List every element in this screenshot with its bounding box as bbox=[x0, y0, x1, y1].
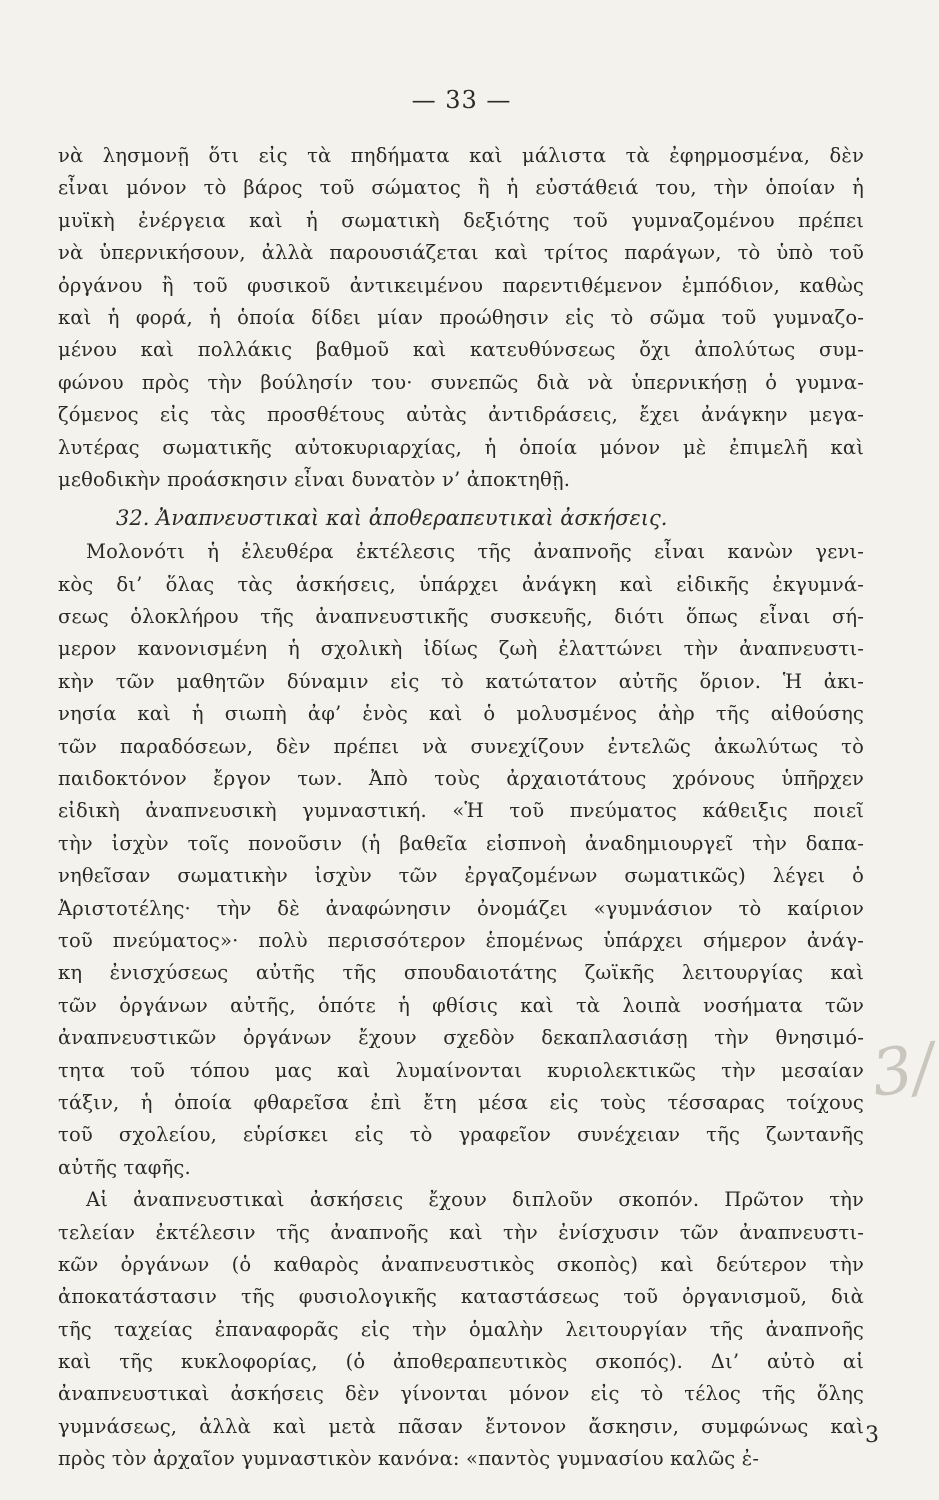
text-line: φώνου πρὸς τὴν βούλησίν του· συνεπῶς διὰ νὰ ὑπερνικήσῃ ὁ γυμνα- bbox=[58, 370, 864, 394]
text-line: ἀναπνευστικῶν ὀργάνων ἔχουν σχεδὸν δεκαπλασιάσῃ τὴν θνησιμό- bbox=[58, 1026, 864, 1050]
text-line: Αἱ ἀναπνευστικαὶ ἀσκήσεις ἔχουν διπλοῦν σκοπόν. Πρῶτον τὴν bbox=[86, 1188, 864, 1212]
text-line: κὸς δι’ ὅλας τὰς ἀσκήσεις, ὑπάρχει ἀνάγκη καὶ εἰδικῆς ἐκγυμνά- bbox=[58, 572, 864, 596]
page-number: — 33 — bbox=[411, 86, 512, 114]
text-line: γυμνάσεως, ἀλλὰ καὶ μετὰ πᾶσαν ἔντονον ἄσκησιν, συμφώνως καὶ bbox=[58, 1414, 864, 1438]
text-line: παιδοκτόνον ἔργον των. Ἀπὸ τοὺς ἀρχαιοτάτους χρόνους ὑπῆρχεν bbox=[58, 767, 864, 791]
text-line: τοῦ πνεύματος»· πολὺ περισσότερον ἑπομένως ὑπάρχει σήμερον ἀνάγ- bbox=[58, 928, 864, 952]
text-line: τὴν ἰσχὺν τοῖς πονοῦσιν (ἡ βαθεῖα εἰσπνοὴ ἀναδημιουργεῖ τὴν δαπα- bbox=[58, 831, 864, 855]
text-line: εἰδικὴ ἀναπνευσικὴ γυμναστική. «Ἡ τοῦ πνεύματος κάθειξις ποιεῖ bbox=[58, 799, 864, 823]
margin-pencil-mark: 3/ bbox=[867, 1030, 939, 1112]
text-line: μεθοδικὴν προάσκησιν εἶναι δυνατὸν ν’ ἀποκτηθῇ. bbox=[58, 467, 571, 491]
text-line: τῆς ταχείας ἐπαναφορᾶς εἰς τὴν ὁμαλὴν λειτουργίαν τῆς ἀναπνοῆς bbox=[58, 1317, 864, 1341]
text-line: τάξιν, ἡ ὁποία φθαρεῖσα ἐπὶ ἔτη μέσα εἰς τοὺς τέσσαρας τοίχους bbox=[58, 1090, 864, 1114]
text-line: μερον κανονισμένη ἡ σχολικὴ ἰδίως ζωὴ ἐλαττώνει τὴν ἀναπνευστι- bbox=[58, 637, 864, 661]
text-line: τῶν παραδόσεων, δὲν πρέπει νὰ συνεχίζουν ἐντελῶς ἀκωλύτως τὸ bbox=[58, 734, 864, 758]
text-line: Μολονότι ἡ ἐλευθέρα ἐκτέλεσις τῆς ἀναπνοῆς εἶναι κανὼν γενι- bbox=[86, 540, 864, 564]
text-line: νηθεῖσαν σωματικὴν ἰσχὺν τῶν ἐργαζομένων σωματικῶς) λέγει ὁ bbox=[58, 864, 864, 888]
text-line: μυϊκὴ ἐνέργεια καὶ ἡ σωματικὴ δεξιότης τοῦ γυμναζομένου πρέπει bbox=[58, 208, 864, 232]
text-line: καὶ τῆς κυκλοφορίας, (ὁ ἀποθεραπευτικὸς σκοπός). Δι’ αὐτὸ αἱ bbox=[58, 1350, 864, 1374]
text-line: τητα τοῦ τόπου μας καὶ λυμαίνονται κυριολεκτικῶς τὴν μεσαίαν bbox=[58, 1058, 864, 1082]
text-line: μένου καὶ πολλάκις βαθμοῦ καὶ κατευθύνσεως ὄχι ἀπολύτως συμ- bbox=[58, 338, 864, 362]
text-line: ἀποκατάστασιν τῆς φυσιολογικῆς καταστάσεως τοῦ ὀργανισμοῦ, διὰ bbox=[58, 1285, 864, 1309]
body-text bbox=[58, 140, 864, 1476]
text-line: τῶν ὀργάνων αὐτῆς, ὁπότε ἡ φθίσις καὶ τὰ λοιπὰ νοσήματα τῶν bbox=[58, 993, 864, 1017]
text-line: καὶ ἡ φορά, ἡ ὁποία δίδει μίαν προώθησιν εἰς τὸ σῶμα τοῦ γυμναζο- bbox=[58, 305, 864, 329]
text-line: κῶν ὀργάνων (ὁ καθαρὸς ἀναπνευστικὸς σκοπὸς) καὶ δεύτερον τὴν bbox=[58, 1252, 864, 1276]
signature-mark: 3 bbox=[865, 1423, 879, 1448]
text-line: ζόμενος εἰς τὰς προσθέτους αὐτὰς ἀντιδράσεις, ἔχει ἀνάγκην μεγα- bbox=[58, 403, 864, 427]
text-line: σεως ὁλοκλήρου τῆς ἀναπνευστικῆς συσκευῆς, διότι ὅπως εἶναι σή- bbox=[58, 605, 864, 629]
text-line: εἶναι μόνον τὸ βάρος τοῦ σώματος ἢ ἡ εὐστάθειά του, τὴν ὁποίαν ἡ bbox=[58, 176, 864, 200]
text-line: νησία καὶ ἡ σιωπὴ ἀφ’ ἑνὸς καὶ ὁ μολυσμένος ἀὴρ τῆς αἰθούσης bbox=[58, 702, 864, 726]
paragraph bbox=[58, 536, 864, 1184]
paragraph bbox=[58, 140, 864, 496]
text-line: λυτέρας σωματικῆς αὐτοκυριαρχίας, ἡ ὁποία μόνον μὲ ἐπιμελῆ καὶ bbox=[58, 435, 864, 459]
text-line: νὰ λησμονῇ ὅτι εἰς τὰ πηδήματα καὶ μάλιστα τὰ ἐφηρμοσμένα, δὲν bbox=[58, 144, 864, 167]
text-line: κη ἐνισχύσεως αὐτῆς τῆς σπουδαιοτάτης ζωϊκῆς λειτουργίας καὶ bbox=[58, 961, 864, 985]
text-line: νὰ ὑπερνικήσουν, ἀλλὰ παρουσιάζεται καὶ τρίτος παράγων, τὸ ὑπὸ τοῦ bbox=[58, 241, 864, 265]
paragraph bbox=[58, 1184, 864, 1476]
text-line: ὀργάνου ἢ τοῦ φυσικοῦ ἀντικειμένου παρεντιθέμενον ἐμπόδιον, καθὼς bbox=[58, 273, 864, 297]
text-line: αὐτῆς ταφῆς. bbox=[58, 1155, 191, 1179]
text-line: τοῦ σχολείου, εὑρίσκει εἰς τὸ γραφεῖον συνέχειαν τῆς ζωντανῆς bbox=[58, 1123, 864, 1147]
section-title: 32. Ἀναπνευστικαὶ καὶ ἀποθεραπευτικαὶ ἀσκήσεις. bbox=[116, 506, 668, 531]
text-line: κὴν τῶν μαθητῶν δύναμιν εἰς τὸ κατώτατον αὐτῆς ὅριον. Ἡ ἀκι- bbox=[58, 669, 864, 693]
text-line: τελείαν ἐκτέλεσιν τῆς ἀναπνοῆς καὶ τὴν ἐνίσχυσιν τῶν ἀναπνευστι- bbox=[58, 1220, 864, 1244]
text-line: πρὸς τὸν ἀρχαῖον γυμναστικὸν κανόνα: «παντὸς γυμνασίου καλῶς ἐ- bbox=[58, 1447, 760, 1471]
text-line: Ἀριστοτέλης· τὴν δὲ ἀναφώνησιν ὀνομάζει «γυμνάσιον τὸ καίριον bbox=[58, 896, 864, 920]
text-line: ἀναπνευστικαὶ ἀσκήσεις δὲν γίνονται μόνον εἰς τὸ τέλος τῆς ὅλης bbox=[58, 1382, 864, 1406]
